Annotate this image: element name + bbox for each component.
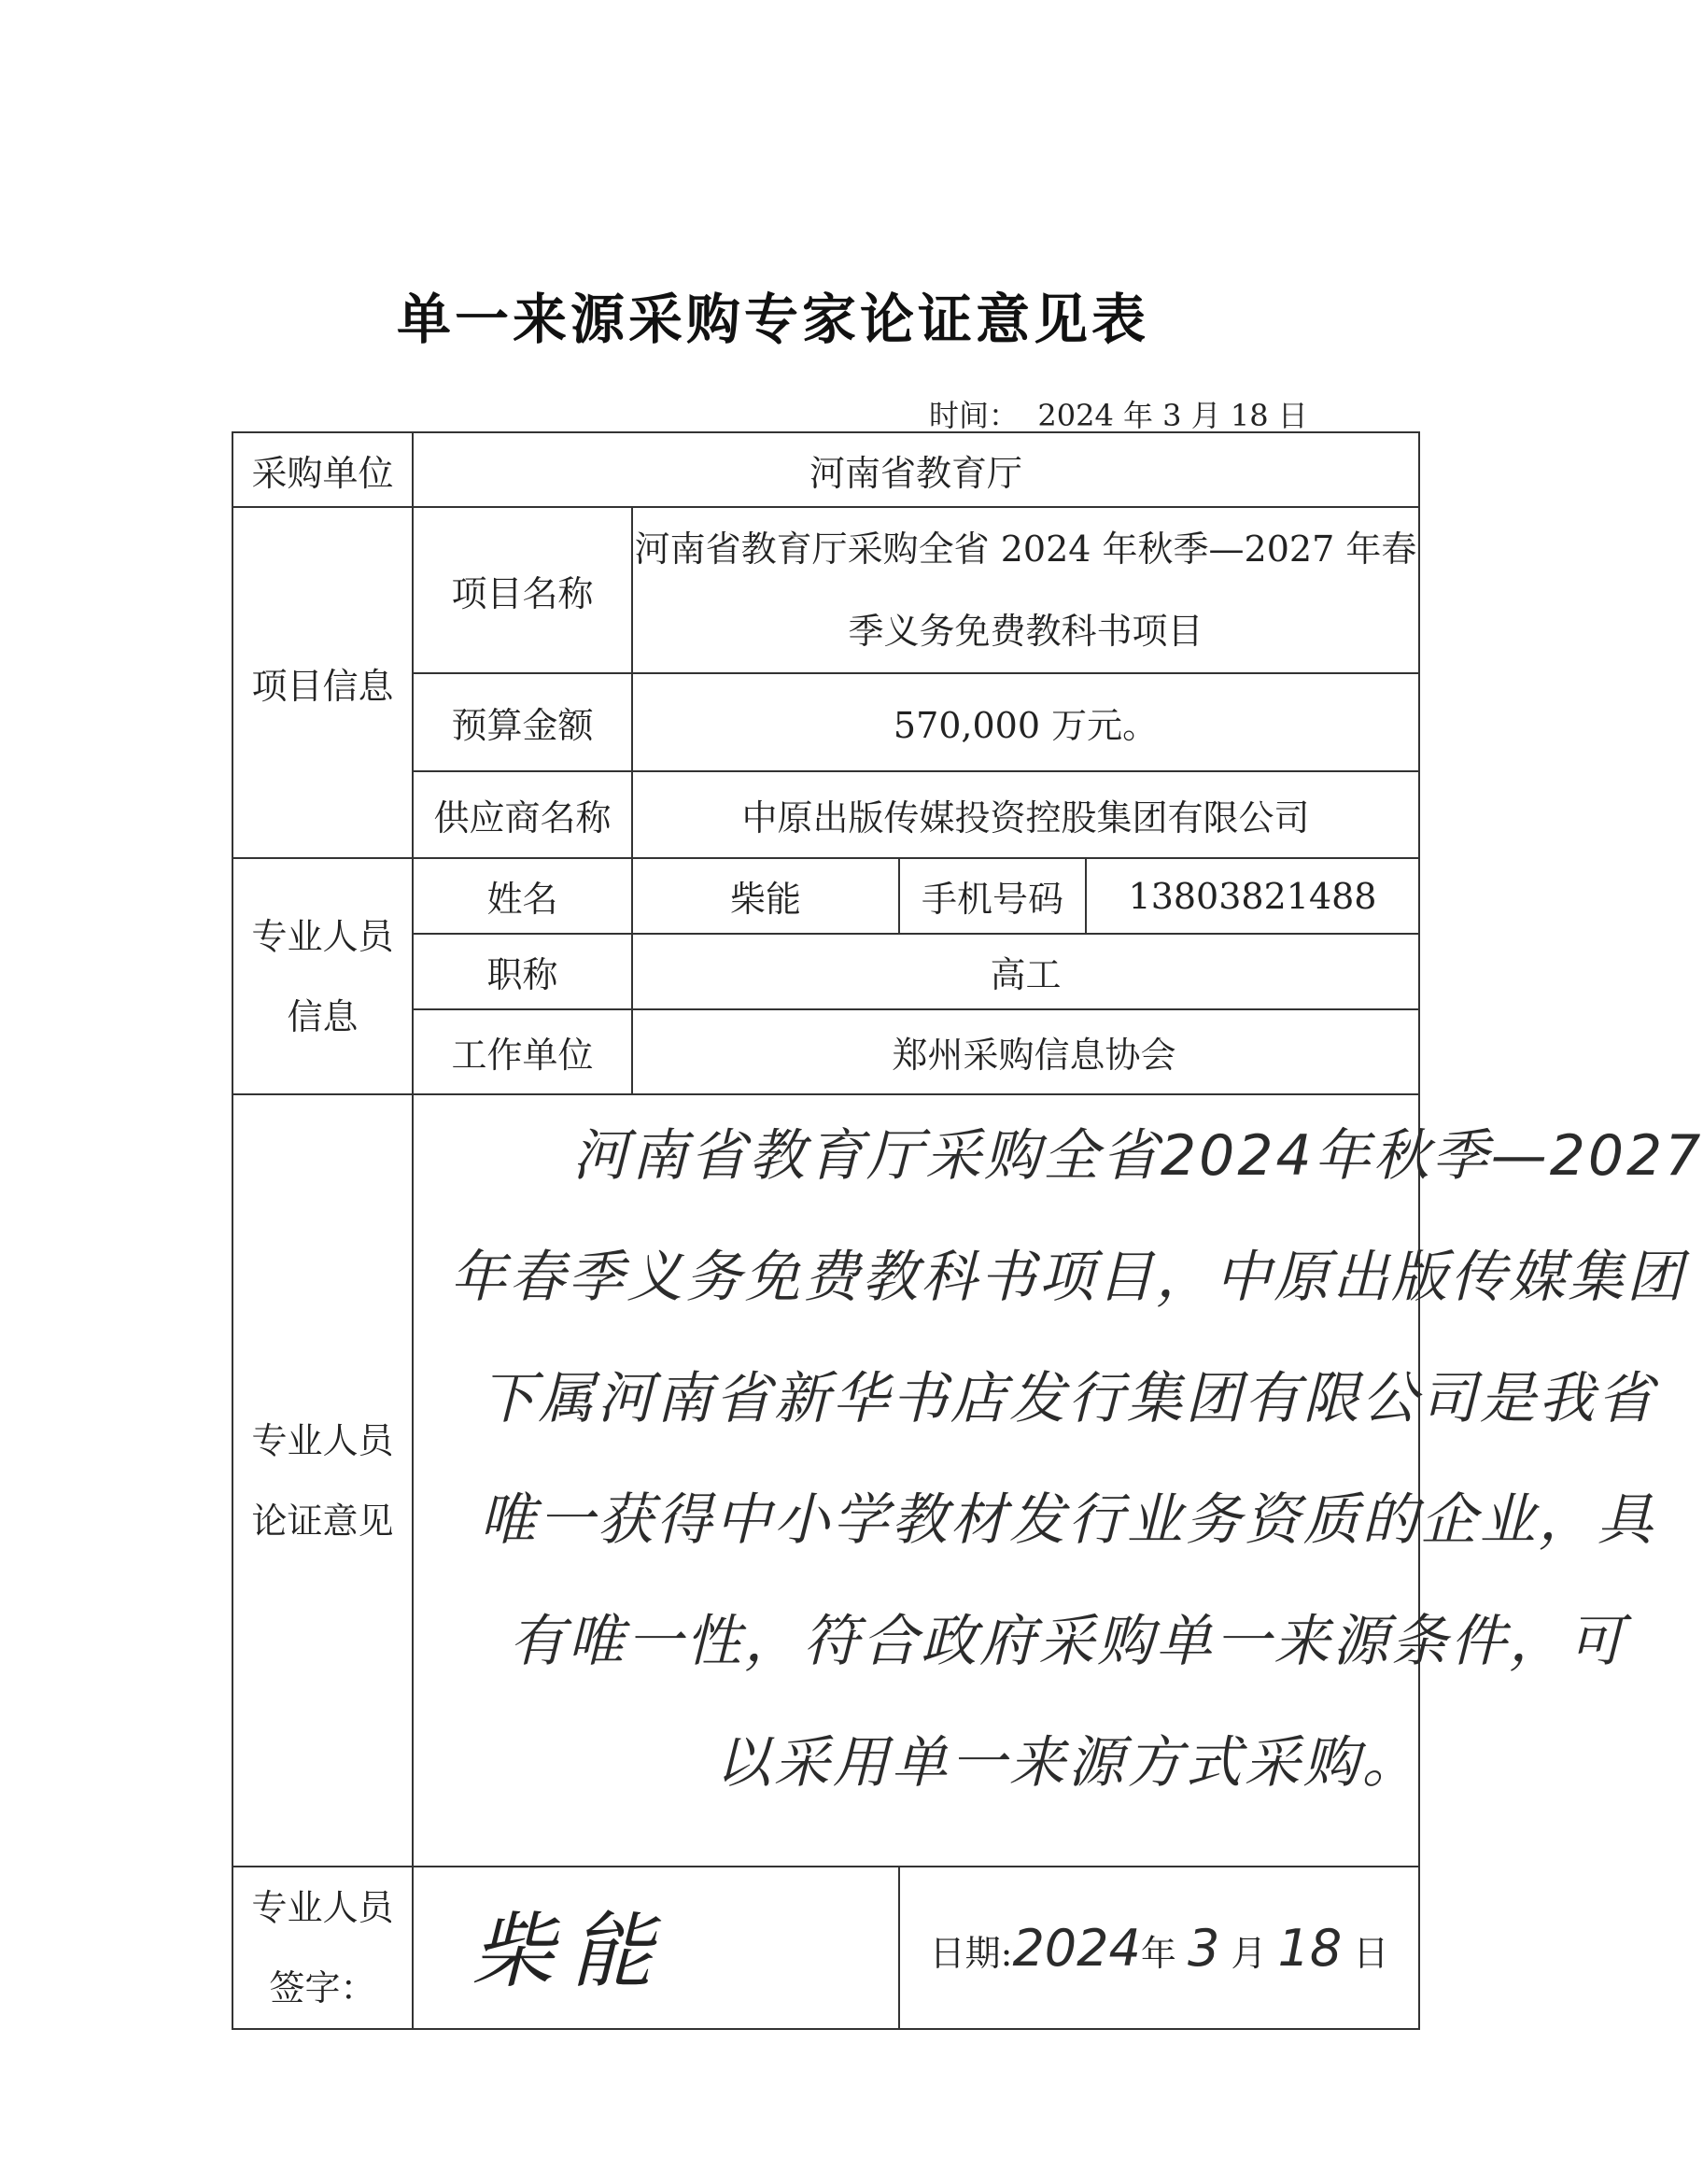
signature-label-line1: 专业人员 xyxy=(251,1887,394,1928)
opinion-label-line2: 论证意见 xyxy=(251,1500,394,1542)
supplier-value: 中原出版传媒投资控股集团有限公司 xyxy=(632,771,1419,858)
expert-title-value: 高工 xyxy=(632,934,1419,1009)
date-month-unit: 月 xyxy=(1190,398,1221,433)
purchaser-value: 河南省教育厅 xyxy=(413,432,1419,507)
work-unit-label: 工作单位 xyxy=(413,1009,632,1094)
date-label: 时间： xyxy=(929,398,1020,433)
expert-info-label xyxy=(232,858,413,1094)
date-month: 3 xyxy=(1162,398,1182,433)
purchaser-label: 采购单位 xyxy=(232,432,413,507)
expert-info-label-line1: 专业人员 xyxy=(251,915,394,957)
opinion-line: 河南省教育厅采购全省2024年秋季—2027 xyxy=(572,1123,1703,1189)
date-day: 18 xyxy=(1230,398,1269,433)
expert-opinion-form xyxy=(232,431,1703,2030)
signature-date-year: 2024 xyxy=(1012,1918,1141,1978)
opinion-text xyxy=(413,1094,1703,1867)
signature-label-line2: 签字： xyxy=(269,1967,376,2008)
supplier-label: 供应商名称 xyxy=(413,771,632,858)
expert-title-label: 职称 xyxy=(413,934,632,1009)
signature-date-month-unit: 月 xyxy=(1231,1932,1267,1974)
phone-label: 手机号码 xyxy=(899,858,1086,934)
opinion-label-line1: 专业人员 xyxy=(251,1419,394,1461)
budget-value: 570,000 万元。 xyxy=(632,673,1419,771)
expert-name-label: 姓名 xyxy=(413,858,632,934)
opinion-line: 以采用单一来源方式采购。 xyxy=(714,1730,1421,1796)
work-unit-value: 郑州采购信息协会 xyxy=(632,1009,1419,1094)
handwritten-signature: 柴能 xyxy=(471,1903,670,1999)
signature-date xyxy=(899,1867,1419,2029)
date-day-unit: 日 xyxy=(1277,398,1308,433)
expert-info-label-line2: 信息 xyxy=(287,995,359,1037)
project-info-label: 项目信息 xyxy=(232,507,413,858)
signature-date-year-unit: 年 xyxy=(1140,1932,1176,1974)
signature-date-day: 18 xyxy=(1277,1918,1343,1978)
phone-value: 13803821488 xyxy=(1086,858,1419,934)
opinion-handwriting xyxy=(432,1095,1703,1824)
opinion-label xyxy=(232,1094,413,1867)
budget-label: 预算金额 xyxy=(413,673,632,771)
date-year-unit: 年 xyxy=(1122,398,1153,433)
opinion-line: 年春季义务免费教科书项目，中原出版传媒集团 xyxy=(450,1245,1686,1310)
signature-date-day-unit: 日 xyxy=(1353,1932,1389,1974)
document-date xyxy=(929,392,1308,435)
project-name-label: 项目名称 xyxy=(413,507,632,673)
opinion-line: 下属河南省新华书店发行集团有限公司是我省 xyxy=(479,1366,1656,1431)
project-name-value: 河南省教育厅采购全省 2024 年秋季—2027 年春季义务免费教科书项目 xyxy=(632,507,1419,673)
expert-name-value: 柴能 xyxy=(632,858,899,934)
signature-date-label: 日期: xyxy=(929,1932,1013,1974)
opinion-line: 有唯一性，符合政府采购单一来源条件，可 xyxy=(509,1609,1627,1674)
document-title: 单一来源采购专家论证意见表 xyxy=(396,288,1149,351)
signature-label xyxy=(232,1867,413,2029)
signature-date-month: 3 xyxy=(1187,1918,1220,1978)
opinion-line: 唯一获得中小学教材发行业务资质的企业，具 xyxy=(479,1487,1656,1553)
date-year: 2024 xyxy=(1037,398,1114,433)
